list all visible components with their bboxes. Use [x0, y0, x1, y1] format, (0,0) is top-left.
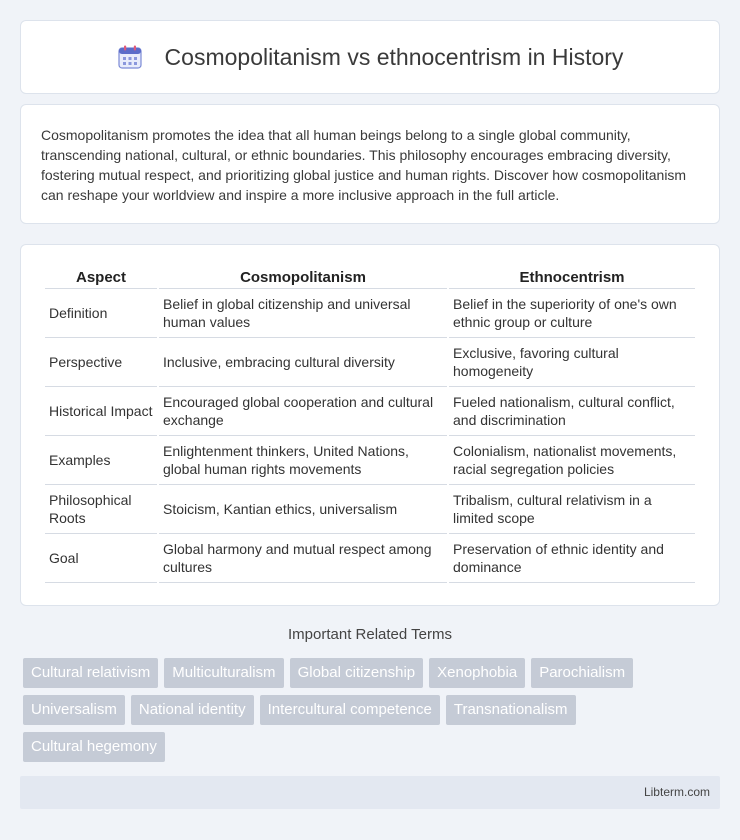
- table-header-row: [45, 265, 695, 289]
- table-row: [45, 485, 695, 534]
- cell-ethnocentrism: Exclusive, favoring cultural homogeneity: [449, 338, 695, 387]
- header-cosmopolitanism: Cosmopolitanism: [159, 265, 447, 289]
- cell-ethnocentrism: Colonialism, nationalist movements, racial segregation policies: [449, 436, 695, 485]
- comparison-card: [20, 244, 720, 606]
- cell-aspect: Perspective: [45, 338, 157, 387]
- cell-ethnocentrism: Fueled nationalism, cultural conflict, and discrimination: [449, 387, 695, 436]
- related-term-tag[interactable]: Universalism: [23, 695, 125, 725]
- title-card: [20, 20, 720, 94]
- cell-ethnocentrism: Preservation of ethnic identity and dominance: [449, 534, 695, 583]
- header-aspect: Aspect: [45, 265, 157, 289]
- cell-aspect: Philosophical Roots: [45, 485, 157, 534]
- cell-cosmopolitanism: Global harmony and mutual respect among cultures: [159, 534, 447, 583]
- intro-card: [20, 104, 720, 224]
- related-term-tag[interactable]: Transnationalism: [446, 695, 576, 725]
- page-title: Cosmopolitanism vs ethnocentrism in History: [164, 43, 624, 70]
- cell-cosmopolitanism: Stoicism, Kantian ethics, universalism: [159, 485, 447, 534]
- related-terms-heading: Important Related Terms: [288, 626, 452, 643]
- cell-aspect: Examples: [45, 436, 157, 485]
- table-row: [45, 338, 695, 387]
- cell-aspect: Goal: [45, 534, 157, 583]
- table-row: [45, 289, 695, 338]
- cell-ethnocentrism: Tribalism, cultural relativism in a limited scope: [449, 485, 695, 534]
- related-term-tag[interactable]: Cultural hegemony: [23, 732, 165, 762]
- related-term-tag[interactable]: Multiculturalism: [164, 658, 283, 688]
- related-term-tag[interactable]: Cultural relativism: [23, 658, 158, 688]
- cell-ethnocentrism: Belief in the superiority of one's own ethnic group or culture: [449, 289, 695, 338]
- related-term-tag[interactable]: Parochialism: [531, 658, 633, 688]
- table-row: [45, 436, 695, 485]
- related-term-tag[interactable]: Xenophobia: [429, 658, 525, 688]
- table-row: [45, 387, 695, 436]
- related-term-tag[interactable]: Intercultural competence: [260, 695, 440, 725]
- table-row: [45, 534, 695, 583]
- cell-cosmopolitanism: Encouraged global cooperation and cultural exchange: [159, 387, 447, 436]
- intro-text: Cosmopolitanism promotes the idea that all human beings belong to a single global community, transcending national, cultural, or ethnic boundaries. This philosophy encourages embracing diversity, fostering mutual respect, and prioritizing global justice and human rights. Discover how cosmopolitanism can reshape your worldview and inspire a more inclusive approach in the full article.: [41, 127, 687, 203]
- cell-aspect: Historical Impact: [45, 387, 157, 436]
- header-ethnocentrism: Ethnocentrism: [449, 265, 695, 289]
- related-term-tag[interactable]: Global citizenship: [290, 658, 424, 688]
- comparison-table: [43, 265, 697, 583]
- footer-site-link[interactable]: Libterm.com: [643, 785, 710, 799]
- cell-cosmopolitanism: Inclusive, embracing cultural diversity: [159, 338, 447, 387]
- related-terms-list: [23, 658, 723, 769]
- cell-cosmopolitanism: Belief in global citizenship and universal human values: [159, 289, 447, 338]
- related-term-tag[interactable]: National identity: [131, 695, 254, 725]
- cell-aspect: Definition: [45, 289, 157, 338]
- footer: [20, 776, 720, 809]
- calendar-icon: [117, 44, 143, 70]
- cell-cosmopolitanism: Enlightenment thinkers, United Nations, global human rights movements: [159, 436, 447, 485]
